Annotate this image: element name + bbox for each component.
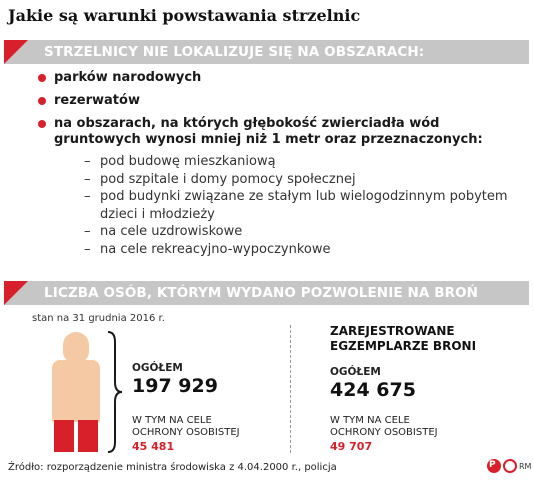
bullet-dot-icon (38, 120, 46, 128)
list-item (36, 70, 526, 86)
sub-list-item (84, 171, 526, 189)
sub-list-item-text: na cele rekreacyjno-wypoczynkowe (100, 241, 331, 257)
person-body-shape (52, 360, 100, 422)
as-of-date: stan na 31 grudnia 2016 r. (32, 313, 165, 324)
section-heading-band (4, 40, 529, 64)
total-value: 197 929 (132, 375, 218, 397)
divider (290, 325, 291, 453)
person-leg-shape (78, 420, 98, 452)
bullet-dot-icon (38, 97, 46, 105)
protection-value: 45 481 (132, 440, 175, 453)
total-value: 424 675 (330, 379, 416, 401)
dash-icon: – (84, 224, 91, 239)
sub-list-item-text: pod budowę mieszkaniową (100, 154, 276, 169)
total-label: OGÓŁEM (330, 366, 381, 378)
list-item-text: parków narodowych (54, 70, 202, 85)
author-credit: RM (519, 462, 532, 471)
section-heading: LICZBA OSÓB, KTÓRYM WYDANO POZWOLENIE NA BROŃ (44, 285, 479, 301)
sub-list-item (84, 188, 526, 223)
page-title: Jakie są warunki powstawania strzelnic (8, 6, 361, 25)
red-corner-accent (4, 40, 28, 64)
protection-note: W TYM NA CELE OCHRONY OSOBISTEJ (132, 415, 240, 438)
protection-note: W TYM NA CELE OCHRONY OSOBISTEJ (330, 415, 438, 438)
protection-value: 49 707 (330, 440, 373, 453)
logo-ring-icon (503, 459, 517, 473)
list-item-text: rezerwatów (54, 93, 140, 108)
sub-list-item-text: pod budynki związane ze stałym lub wielogodzinnym pobytem dzieci i młodzieży (100, 189, 508, 222)
sub-list-item (84, 241, 526, 259)
dash-icon: – (84, 171, 91, 187)
source-note: Źródło: rozporządzenie ministra środowiska z 4.04.2000 r., policja (8, 462, 337, 473)
section-heading: STRZELNICY NIE LOKALIZUJE SIĘ NA OBSZARACH: (44, 44, 425, 60)
dash-icon: – (84, 154, 91, 169)
list-item (36, 93, 526, 109)
location-list (36, 70, 526, 258)
dash-icon: – (84, 189, 91, 204)
person-leg-shape (54, 420, 74, 452)
person-icon (46, 332, 106, 452)
logo-letter: P (489, 460, 496, 470)
list-item-text: na obszarach, na których głębokość zwierciadła wód gruntowych wynosi mniej niż 1 metr oraz przeznaczonych: (54, 116, 483, 147)
total-label: OGÓŁEM (132, 362, 183, 374)
red-corner-accent (4, 281, 28, 305)
sub-list-item (84, 223, 526, 241)
person-head-shape (63, 332, 89, 362)
bullet-dot-icon (38, 74, 46, 82)
sub-list-item-text: pod szpitale i domy pomocy społecznej (100, 171, 356, 187)
list-item (36, 116, 526, 148)
sub-list-item-text: na cele uzdrowiskowe (100, 224, 243, 239)
sub-list-item (84, 153, 526, 171)
registered-weapons-title: ZAREJESTROWANE EGZEMPLARZE BRONI (330, 324, 477, 353)
section-heading-band (4, 281, 529, 305)
curly-brace-icon (106, 330, 124, 454)
dash-icon: – (84, 241, 91, 257)
sub-list (84, 153, 526, 258)
